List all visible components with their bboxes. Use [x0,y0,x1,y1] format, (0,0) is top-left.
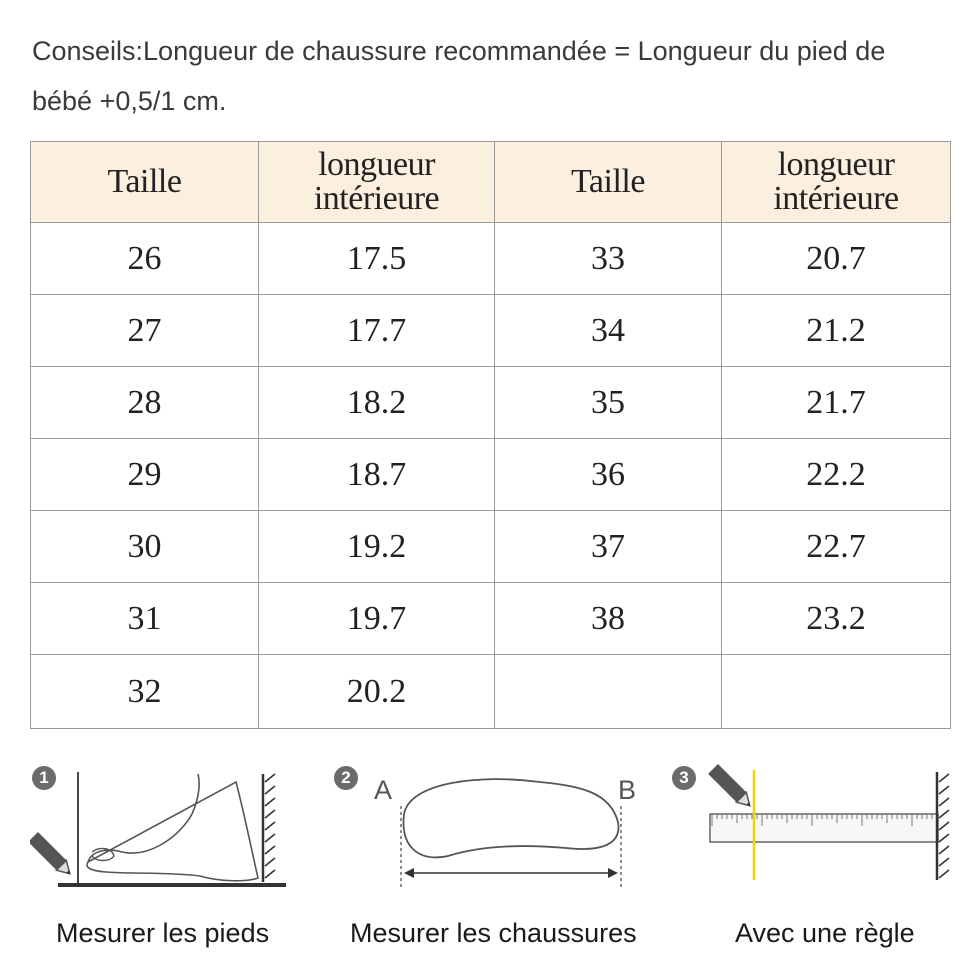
inner-length-cell: 17.7 [259,295,495,367]
header-size-1: Taille [31,142,259,223]
inner-length-cell: 20.7 [722,223,951,295]
table-row [31,655,951,729]
size-cell: 36 [495,439,722,511]
size-cell: 26 [31,223,259,295]
inner-length-cell: 23.2 [722,583,951,655]
caption-with-ruler: Avec une règle [735,918,915,948]
point-b-label: B [618,775,637,805]
table-row [31,583,951,655]
inner-length-cell: 22.2 [722,439,951,511]
size-cell: 38 [495,583,722,655]
inner-length-cell: 18.2 [259,367,495,439]
size-cell: 32 [31,655,259,729]
size-cell [495,655,722,729]
table-row [31,367,951,439]
inner-length-cell: 17.5 [259,223,495,295]
caption-measure-feet: Mesurer les pieds [56,918,270,948]
point-a-label: A [374,775,393,805]
inner-length-cell: 20.2 [259,655,495,729]
step-1-badge: 1 [32,766,56,790]
size-table [30,141,951,729]
size-cell: 35 [495,367,722,439]
foot-measure-icon [30,752,290,897]
table-header-row [31,142,951,223]
header-inner-length-2: longueur intérieure [722,142,951,223]
inner-length-cell [722,655,951,729]
table-row [31,511,951,583]
shoe-sole-measure-icon [330,752,650,897]
size-cell: 37 [495,511,722,583]
inner-length-cell: 19.7 [259,583,495,655]
step-2-badge: 2 [334,766,358,790]
size-cell: 29 [31,439,259,511]
caption-measure-shoes: Mesurer les chaussures [350,918,637,948]
ruler-measure-icon [670,752,970,897]
table-row [31,439,951,511]
size-cell: 31 [31,583,259,655]
size-cell: 30 [31,511,259,583]
inner-length-cell: 18.7 [259,439,495,511]
table-row [31,295,951,367]
size-cell: 28 [31,367,259,439]
inner-length-cell: 19.2 [259,511,495,583]
step-3-badge: 3 [672,766,696,790]
header-inner-length-1: longueur intérieure [259,142,495,223]
table-row [31,223,951,295]
size-cell: 33 [495,223,722,295]
header-size-2: Taille [495,142,722,223]
advice-text: Conseils:Longueur de chaussure recommandée = Longueur du pied de bébé +0,5/1 cm. [32,36,886,116]
inner-length-cell: 21.7 [722,367,951,439]
size-cell: 34 [495,295,722,367]
inner-length-cell: 21.2 [722,295,951,367]
inner-length-cell: 22.7 [722,511,951,583]
size-cell: 27 [31,295,259,367]
